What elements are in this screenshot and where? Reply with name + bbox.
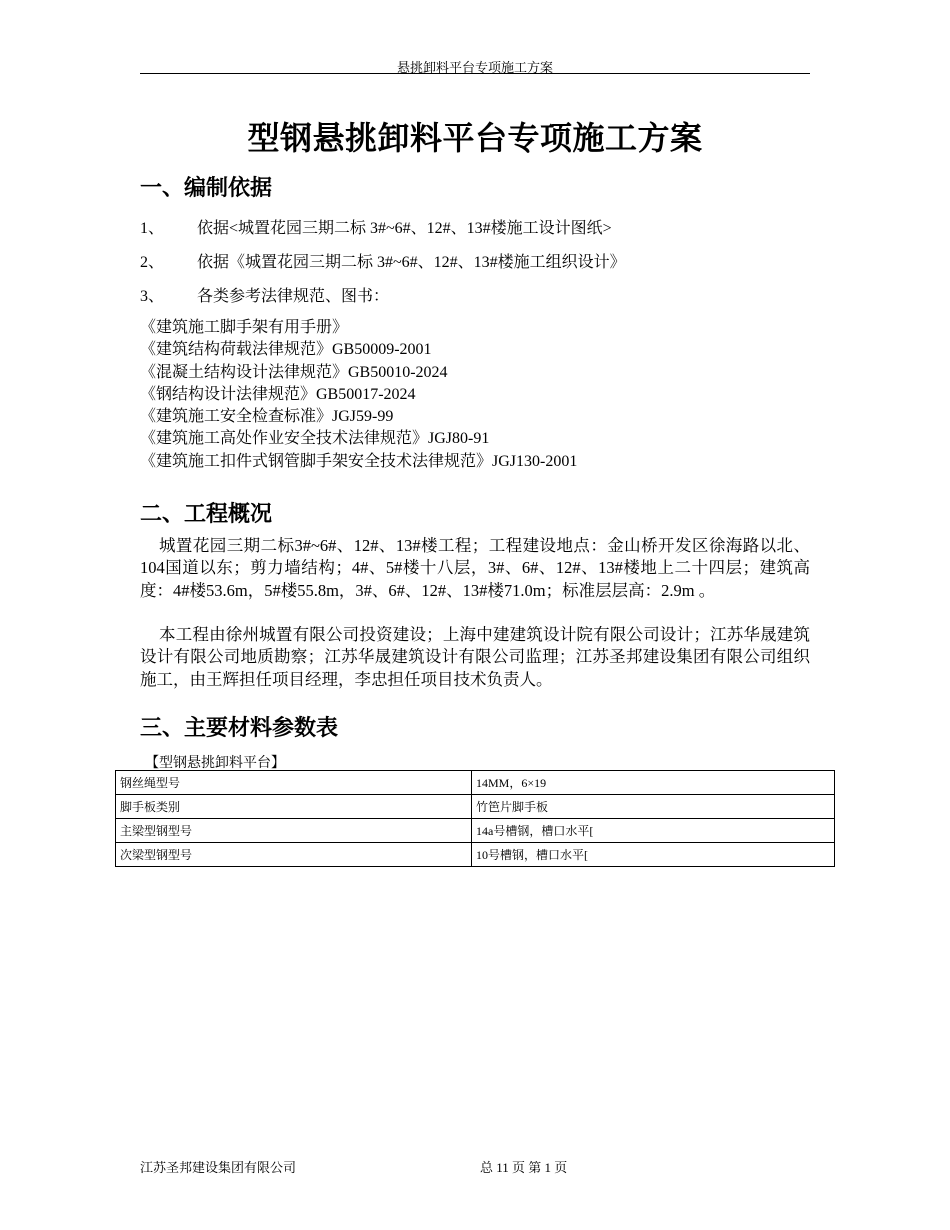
overview-paragraph-2: 本工程由徐州城置有限公司投资建设；上海中建建筑设计院有限公司设计；江苏华晟建筑设计有限公司地质勘察；江苏华晟建筑设计有限公司监理；江苏圣邦建设集团有限公司组织施工，由王辉担任项目经理，李忠担任项目技术负责人。 (140, 625, 810, 689)
basis-item-number: 3、 (140, 288, 165, 305)
reference-item: 《建筑施工脚手架有用手册》 (140, 319, 349, 336)
basis-item-text: 依据《城置花园三期二标 3#~6#、12#、13#楼施工组织设计》 (197, 254, 626, 271)
header-title: 悬挑卸料平台专项施工方案 (396, 60, 553, 75)
basis-item-2 (140, 249, 626, 272)
overview-paragraph-1: 城置花园三期二标3#~6#、12#、13#楼工程；工程建设地点：金山桥开发区徐海路以北、104国道以东；剪力墙结构；4#、5#楼十八层，3#、6#、12#、13#楼地上二十四层；建筑高度：4#楼53.6m，5#楼55.8m，3#、6#、12#、13#楼71.0m；标准层层高：2.9m 。 (140, 536, 810, 600)
material-parameter-table (115, 770, 835, 867)
param-value: 竹笆片脚手板 (472, 795, 835, 819)
header-rule (140, 73, 810, 74)
section1-heading: 一、编制依据 (140, 175, 273, 200)
table-row (116, 843, 835, 867)
param-label: 脚手板类别 (116, 795, 472, 819)
basis-item-3 (140, 283, 389, 306)
table-row (116, 771, 835, 795)
section2-heading: 二、工程概况 (140, 501, 273, 526)
basis-item-text: 各类参考法律规范、图书： (197, 288, 390, 305)
basis-item-text: 依据<城置花园三期二标 3#~6#、12#、13#楼施工设计图纸> (197, 220, 612, 237)
footer-page-info: 总 11 页 第 1 页 (480, 1160, 568, 1175)
basis-item-1 (140, 215, 612, 238)
reference-item: 《建筑施工安全检查标准》JGJ59-99 (140, 408, 394, 426)
section3-heading: 三、主要材料参数表 (140, 715, 339, 740)
footer-company: 江苏圣邦建设集团有限公司 (140, 1160, 297, 1175)
reference-item: 《混凝土结构设计法律规范》GB50010-2024 (140, 363, 448, 381)
param-label: 钢丝绳型号 (116, 771, 472, 795)
param-label: 主梁型钢型号 (116, 819, 472, 843)
table-row (116, 819, 835, 843)
param-label: 次梁型钢型号 (116, 843, 472, 867)
param-value: 10号槽钢，槽口水平[ (472, 843, 835, 867)
basis-item-number: 1、 (140, 220, 165, 237)
reference-list (140, 317, 577, 473)
param-value: 14MM，6×19 (472, 771, 835, 795)
reference-item: 《建筑结构荷载法律规范》GB50009-2001 (140, 341, 432, 359)
reference-item: 《建筑施工高处作业安全技术法律规范》JGJ80-91 (140, 430, 490, 448)
reference-item: 《钢结构设计法律规范》GB50017-2024 (140, 385, 416, 403)
table-row (116, 795, 835, 819)
table-caption: 【型钢悬挑卸料平台】 (145, 756, 285, 771)
param-value: 14a号槽钢，槽口水平[ (472, 819, 835, 843)
document-title: 型钢悬挑卸料平台专项施工方案 (247, 120, 703, 156)
reference-item: 《建筑施工扣件式钢管脚手架安全技术法律规范》JGJ130-2001 (140, 452, 578, 470)
basis-item-number: 2、 (140, 254, 165, 271)
